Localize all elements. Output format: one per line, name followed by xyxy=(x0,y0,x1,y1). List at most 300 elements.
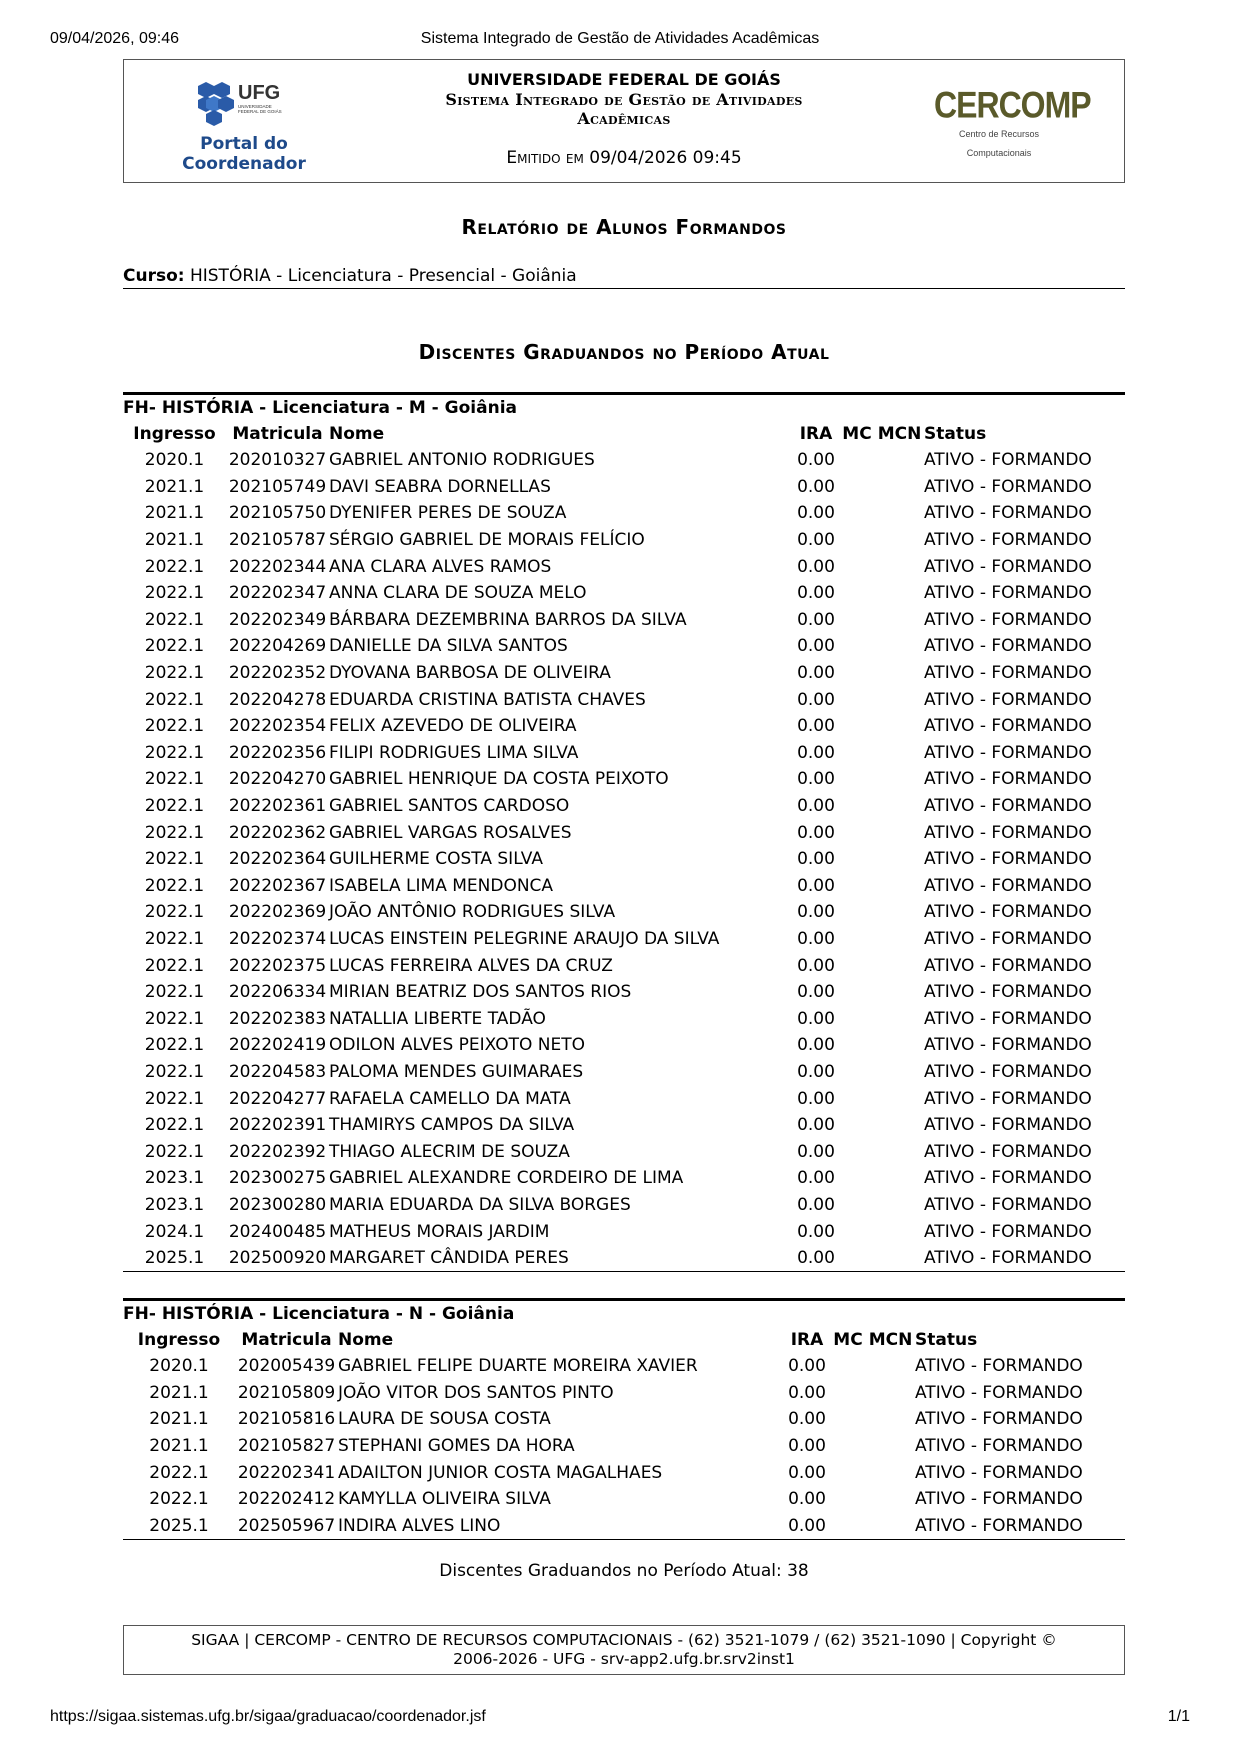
ingresso-cell: 2022.1 xyxy=(144,1008,205,1029)
matricula-cell: 202202419 xyxy=(228,1035,327,1056)
mcn-cell xyxy=(875,580,924,607)
mcn-cell xyxy=(875,474,924,501)
ira-cell: 0.00 xyxy=(797,982,835,1003)
table-row xyxy=(123,926,1125,953)
nome-cell: JOÃO ANTÔNIO RODRIGUES SILVA xyxy=(329,902,616,923)
mc-cell xyxy=(839,607,875,634)
nome-cell: THIAGO ALECRIM DE SOUZA xyxy=(329,1141,570,1162)
ira-cell: 0.00 xyxy=(797,1008,835,1029)
ira-cell: 0.00 xyxy=(797,556,835,577)
nome-cell: FILIPI RODRIGUES LIMA SILVA xyxy=(329,742,579,763)
nome-cell: GABRIEL SANTOS CARDOSO xyxy=(329,796,570,817)
ingresso-cell: 2022.1 xyxy=(144,663,205,684)
matricula-cell: 202202354 xyxy=(228,716,327,737)
print-page-title: Sistema Integrado de Gestão de Atividades Acadêmicas xyxy=(420,30,820,47)
mcn-cell xyxy=(866,1380,915,1407)
ira-cell: 0.00 xyxy=(788,1489,826,1510)
table-row xyxy=(123,1005,1125,1032)
group-bottom-divider xyxy=(123,1271,1125,1272)
mc-cell xyxy=(839,1218,875,1245)
ira-cell: 0.00 xyxy=(797,476,835,497)
ingresso-cell: 2022.1 xyxy=(144,955,205,976)
status-cell: ATIVO - FORMANDO xyxy=(924,1221,1092,1242)
status-cell: ATIVO - FORMANDO xyxy=(924,583,1092,604)
table-row xyxy=(123,819,1125,846)
status-cell: ATIVO - FORMANDO xyxy=(924,1141,1092,1162)
ingresso-cell: 2020.1 xyxy=(149,1356,209,1377)
nome-cell: DYENIFER PERES DE SOUZA xyxy=(329,503,567,524)
ira-cell: 0.00 xyxy=(797,849,835,870)
ingresso-cell: 2024.1 xyxy=(144,1221,205,1242)
ingresso-cell: 2022.1 xyxy=(149,1462,209,1483)
ingresso-cell: 2021.1 xyxy=(144,476,205,497)
ira-cell: 0.00 xyxy=(797,583,835,604)
status-cell: ATIVO - FORMANDO xyxy=(924,1035,1092,1056)
matricula-cell: 202400485 xyxy=(228,1221,327,1242)
mc-cell xyxy=(839,740,875,767)
nome-cell: ODILON ALVES PEIXOTO NETO xyxy=(329,1035,585,1056)
matricula-cell: 202204269 xyxy=(228,636,327,657)
group-matutino xyxy=(123,392,1125,1272)
table-row xyxy=(123,474,1125,501)
table-row xyxy=(123,1433,1125,1460)
table-row xyxy=(123,633,1125,660)
cercomp-logo xyxy=(934,84,1091,160)
matricula-cell: 202202364 xyxy=(228,849,327,870)
mc-cell xyxy=(839,952,875,979)
mcn-cell xyxy=(875,1112,924,1139)
ira-cell: 0.00 xyxy=(797,530,835,551)
ingresso-cell: 2022.1 xyxy=(144,636,205,657)
table-row xyxy=(123,1165,1125,1192)
print-header xyxy=(50,30,1190,54)
portal-coordenador-label xyxy=(154,134,334,174)
mc-cell xyxy=(830,1513,866,1540)
mc-cell xyxy=(839,1192,875,1219)
mcn-cell xyxy=(866,1433,915,1460)
matricula-cell: 202010327 xyxy=(228,450,327,471)
ingresso-cell: 2022.1 xyxy=(144,1141,205,1162)
mcn-cell xyxy=(875,527,924,554)
print-page-number: 1/1 xyxy=(1167,1708,1190,1725)
curso-value: HISTÓRIA - Licenciatura - Presencial - Goiânia xyxy=(189,266,577,286)
table-row xyxy=(123,899,1125,926)
matricula-cell: 202202374 xyxy=(228,928,327,949)
col-nome: Nome xyxy=(329,424,385,444)
mcn-cell xyxy=(875,553,924,580)
matricula-cell: 202202356 xyxy=(228,742,327,763)
status-cell: ATIVO - FORMANDO xyxy=(924,955,1092,976)
matricula-cell: 202505967 xyxy=(237,1515,336,1536)
nome-cell: ANNA CLARA DE SOUZA MELO xyxy=(329,583,587,604)
curso-label: Curso: xyxy=(123,266,185,286)
col-mcn: MCN xyxy=(877,424,922,444)
status-cell: ATIVO - FORMANDO xyxy=(915,1515,1083,1536)
ingresso-cell: 2021.1 xyxy=(144,503,205,524)
col-matricula: Matricula xyxy=(232,424,323,444)
table-row xyxy=(123,1486,1125,1513)
table-row xyxy=(123,500,1125,527)
col-ira: IRA xyxy=(790,1330,824,1350)
matricula-cell: 202300275 xyxy=(228,1168,327,1189)
mcn-cell xyxy=(875,607,924,634)
table-row xyxy=(123,1245,1125,1272)
nome-cell: GUILHERME COSTA SILVA xyxy=(329,849,543,870)
nome-cell: ADAILTON JUNIOR COSTA MAGALHAES xyxy=(338,1462,663,1483)
mc-cell xyxy=(839,660,875,687)
mc-cell xyxy=(830,1459,866,1486)
mcn-cell xyxy=(875,447,924,474)
matricula-cell: 202005439 xyxy=(237,1356,336,1377)
table-row xyxy=(123,1513,1125,1540)
col-nome: Nome xyxy=(338,1330,394,1350)
ira-cell: 0.00 xyxy=(797,769,835,790)
mc-cell xyxy=(839,1112,875,1139)
ira-cell: 0.00 xyxy=(797,450,835,471)
matricula-cell: 202500920 xyxy=(228,1248,327,1269)
mc-cell xyxy=(839,846,875,873)
ira-cell: 0.00 xyxy=(797,1141,835,1162)
status-cell: ATIVO - FORMANDO xyxy=(924,1008,1092,1029)
group-title: FH- HISTÓRIA - Licenciatura - M - Goiânia xyxy=(123,398,517,418)
ira-cell: 0.00 xyxy=(797,503,835,524)
ira-cell: 0.00 xyxy=(797,902,835,923)
table-row xyxy=(123,1085,1125,1112)
status-cell: ATIVO - FORMANDO xyxy=(924,450,1092,471)
status-cell: ATIVO - FORMANDO xyxy=(915,1382,1083,1403)
mc-cell xyxy=(830,1380,866,1407)
ira-cell: 0.00 xyxy=(788,1356,826,1377)
portal-line-2: Coordenador xyxy=(182,154,306,174)
students-table xyxy=(123,1327,1125,1539)
mcn-cell xyxy=(875,633,924,660)
mcn-cell xyxy=(875,766,924,793)
matricula-cell: 202105816 xyxy=(237,1409,336,1430)
status-cell: ATIVO - FORMANDO xyxy=(915,1489,1083,1510)
table-row xyxy=(123,952,1125,979)
mc-cell xyxy=(830,1353,866,1380)
mcn-cell xyxy=(866,1486,915,1513)
matricula-cell: 202202412 xyxy=(237,1489,336,1510)
col-status: Status xyxy=(924,424,987,444)
ingresso-cell: 2023.1 xyxy=(144,1194,205,1215)
status-cell: ATIVO - FORMANDO xyxy=(924,530,1092,551)
university-name: UNIVERSIDADE FEDERAL DE GOIÁS xyxy=(467,70,781,89)
status-cell: ATIVO - FORMANDO xyxy=(924,1061,1092,1082)
table-row xyxy=(123,766,1125,793)
ingresso-cell: 2022.1 xyxy=(144,822,205,843)
status-cell: ATIVO - FORMANDO xyxy=(924,796,1092,817)
matricula-cell: 202202369 xyxy=(228,902,327,923)
table-row xyxy=(123,979,1125,1006)
status-cell: ATIVO - FORMANDO xyxy=(924,716,1092,737)
col-mc: MC xyxy=(833,1330,863,1350)
print-footer xyxy=(50,1708,1190,1732)
table-row xyxy=(123,527,1125,554)
status-cell: ATIVO - FORMANDO xyxy=(924,769,1092,790)
mc-cell xyxy=(839,633,875,660)
nome-cell: MIRIAN BEATRIZ DOS SANTOS RIOS xyxy=(329,982,632,1003)
ingresso-cell: 2022.1 xyxy=(144,742,205,763)
mc-cell xyxy=(839,1085,875,1112)
mc-cell xyxy=(839,447,875,474)
ira-cell: 0.00 xyxy=(788,1462,826,1483)
status-cell: ATIVO - FORMANDO xyxy=(924,476,1092,497)
ira-cell: 0.00 xyxy=(797,609,835,630)
ingresso-cell: 2022.1 xyxy=(144,609,205,630)
mcn-cell xyxy=(875,713,924,740)
table-row xyxy=(123,873,1125,900)
matricula-cell: 202105827 xyxy=(237,1436,336,1457)
ira-cell: 0.00 xyxy=(788,1382,826,1403)
mcn-cell xyxy=(875,1218,924,1245)
status-cell: ATIVO - FORMANDO xyxy=(924,1115,1092,1136)
mc-cell xyxy=(839,899,875,926)
status-cell: ATIVO - FORMANDO xyxy=(924,503,1092,524)
report-title: Relatório de Alunos Formandos xyxy=(461,215,787,239)
table-row xyxy=(123,1459,1125,1486)
emitted-date: Emitido em 09/04/2026 09:45 xyxy=(506,148,742,168)
mcn-cell xyxy=(875,1059,924,1086)
nome-cell: GABRIEL FELIPE DUARTE MOREIRA XAVIER xyxy=(338,1356,698,1377)
ingresso-cell: 2022.1 xyxy=(144,583,205,604)
table-row xyxy=(123,686,1125,713)
mcn-cell xyxy=(866,1513,915,1540)
col-ira: IRA xyxy=(799,424,833,444)
print-url: https://sigaa.sistemas.ufg.br/sigaa/graduacao/coordenador.jsf xyxy=(50,1708,486,1725)
matricula-cell: 202202347 xyxy=(228,583,327,604)
mc-cell xyxy=(839,1059,875,1086)
table-row xyxy=(123,1406,1125,1433)
nome-cell: ISABELA LIMA MENDONCA xyxy=(329,875,554,896)
mc-cell xyxy=(830,1433,866,1460)
mc-cell xyxy=(839,873,875,900)
nome-cell: RAFAELA CAMELLO DA MATA xyxy=(329,1088,571,1109)
ingresso-cell: 2021.1 xyxy=(149,1436,209,1457)
ira-cell: 0.00 xyxy=(788,1515,826,1536)
matricula-cell: 202202341 xyxy=(237,1462,336,1483)
status-cell: ATIVO - FORMANDO xyxy=(924,556,1092,577)
ingresso-cell: 2022.1 xyxy=(144,1035,205,1056)
ingresso-cell: 2022.1 xyxy=(144,982,205,1003)
ira-cell: 0.00 xyxy=(797,928,835,949)
matricula-cell: 202202375 xyxy=(228,955,327,976)
mcn-cell xyxy=(875,952,924,979)
table-row xyxy=(123,846,1125,873)
nome-cell: THAMIRYS CAMPOS DA SILVA xyxy=(329,1115,575,1136)
mc-cell xyxy=(830,1406,866,1433)
status-cell: ATIVO - FORMANDO xyxy=(924,689,1092,710)
mc-cell xyxy=(839,553,875,580)
ira-cell: 0.00 xyxy=(797,742,835,763)
ira-cell: 0.00 xyxy=(797,1248,835,1269)
table-row xyxy=(123,1138,1125,1165)
matricula-cell: 202105787 xyxy=(228,530,327,551)
mc-cell xyxy=(839,1005,875,1032)
mcn-cell xyxy=(875,873,924,900)
status-cell: ATIVO - FORMANDO xyxy=(924,636,1092,657)
nome-cell: STEPHANI GOMES DA HORA xyxy=(338,1436,575,1457)
col-ingresso: Ingresso xyxy=(133,424,216,444)
mc-cell xyxy=(839,1032,875,1059)
mc-cell xyxy=(839,926,875,953)
matricula-cell: 202202361 xyxy=(228,796,327,817)
ingresso-cell: 2021.1 xyxy=(149,1382,209,1403)
mc-cell xyxy=(839,766,875,793)
section-title: Discentes Graduandos no Período Atual xyxy=(418,340,830,364)
ira-cell: 0.00 xyxy=(797,1115,835,1136)
ingresso-cell: 2022.1 xyxy=(144,716,205,737)
ingresso-cell: 2025.1 xyxy=(149,1515,209,1536)
nome-cell: INDIRA ALVES LINO xyxy=(338,1515,501,1536)
table-row xyxy=(123,607,1125,634)
table-row xyxy=(123,1192,1125,1219)
table-row xyxy=(123,660,1125,687)
matricula-cell: 202105749 xyxy=(228,476,327,497)
mcn-cell xyxy=(875,1032,924,1059)
mcn-cell xyxy=(875,1165,924,1192)
col-mcn: MCN xyxy=(868,1330,913,1350)
mcn-cell xyxy=(875,686,924,713)
nome-cell: DAVI SEABRA DORNELLAS xyxy=(329,476,551,497)
table-row xyxy=(123,1032,1125,1059)
status-cell: ATIVO - FORMANDO xyxy=(924,822,1092,843)
cercomp-logo-text: CERCOMP xyxy=(934,84,1091,126)
matricula-cell: 202105809 xyxy=(237,1382,336,1403)
table-row xyxy=(123,1112,1125,1139)
status-cell: ATIVO - FORMANDO xyxy=(924,902,1092,923)
nome-cell: LUCAS EINSTEIN PELEGRINE ARAUJO DA SILVA xyxy=(329,928,720,949)
mc-cell xyxy=(839,474,875,501)
print-timestamp: 09/04/2026, 09:46 xyxy=(50,30,180,47)
ingresso-cell: 2022.1 xyxy=(144,1088,205,1109)
status-cell: ATIVO - FORMANDO xyxy=(924,1248,1092,1269)
ingresso-cell: 2025.1 xyxy=(144,1248,205,1269)
col-matricula: Matricula xyxy=(241,1330,332,1350)
mcn-cell xyxy=(866,1353,915,1380)
ingresso-cell: 2022.1 xyxy=(149,1489,209,1510)
status-cell: ATIVO - FORMANDO xyxy=(924,609,1092,630)
mcn-cell xyxy=(875,1192,924,1219)
group-title: FH- HISTÓRIA - Licenciatura - N - Goiânia xyxy=(123,1304,515,1324)
mc-cell xyxy=(839,819,875,846)
report-header xyxy=(123,59,1125,183)
mc-cell xyxy=(839,500,875,527)
nome-cell: MARIA EDUARDA DA SILVA BORGES xyxy=(329,1194,631,1215)
ira-cell: 0.00 xyxy=(797,796,835,817)
ingresso-cell: 2022.1 xyxy=(144,769,205,790)
mc-cell xyxy=(839,713,875,740)
matricula-cell: 202202352 xyxy=(228,663,327,684)
ufg-logo-text: UFG xyxy=(238,82,281,104)
table-row xyxy=(123,1353,1125,1380)
mcn-cell xyxy=(875,846,924,873)
mcn-cell xyxy=(875,500,924,527)
ingresso-cell: 2021.1 xyxy=(144,530,205,551)
status-cell: ATIVO - FORMANDO xyxy=(924,849,1092,870)
portal-line-1: Portal do xyxy=(200,134,288,154)
col-status: Status xyxy=(915,1330,978,1350)
ingresso-cell: 2022.1 xyxy=(144,875,205,896)
mc-cell xyxy=(839,1245,875,1272)
ira-cell: 0.00 xyxy=(797,1035,835,1056)
mc-cell xyxy=(839,1138,875,1165)
table-row xyxy=(123,1218,1125,1245)
ira-cell: 0.00 xyxy=(797,955,835,976)
nome-cell: DYOVANA BARBOSA DE OLIVEIRA xyxy=(329,663,611,684)
col-mc: MC xyxy=(842,424,872,444)
mc-cell xyxy=(830,1486,866,1513)
table-row xyxy=(123,793,1125,820)
ira-cell: 0.00 xyxy=(797,1061,835,1082)
table-row xyxy=(123,447,1125,474)
nome-cell: MATHEUS MORAIS JARDIM xyxy=(329,1221,550,1242)
mcn-cell xyxy=(875,899,924,926)
status-cell: ATIVO - FORMANDO xyxy=(924,663,1092,684)
ingresso-cell: 2023.1 xyxy=(144,1168,205,1189)
group-bottom-divider xyxy=(123,1539,1125,1540)
curso-line xyxy=(123,266,1125,289)
col-ingresso: Ingresso xyxy=(137,1330,221,1350)
matricula-cell: 202206334 xyxy=(228,982,327,1003)
status-cell: ATIVO - FORMANDO xyxy=(924,742,1092,763)
nome-cell: LAURA DE SOUSA COSTA xyxy=(338,1409,551,1430)
ingresso-cell: 2020.1 xyxy=(144,450,205,471)
ira-cell: 0.00 xyxy=(797,689,835,710)
status-cell: ATIVO - FORMANDO xyxy=(924,1168,1092,1189)
total-count: Discentes Graduandos no Período Atual: 38 xyxy=(439,1561,809,1581)
ira-cell: 0.00 xyxy=(797,1221,835,1242)
ingresso-cell: 2022.1 xyxy=(144,689,205,710)
ira-cell: 0.00 xyxy=(797,875,835,896)
mcn-cell xyxy=(866,1459,915,1486)
nome-cell: KAMYLLA OLIVEIRA SILVA xyxy=(338,1489,551,1510)
status-cell: ATIVO - FORMANDO xyxy=(915,1436,1083,1457)
mcn-cell xyxy=(875,1005,924,1032)
matricula-cell: 202202392 xyxy=(228,1141,327,1162)
nome-cell: GABRIEL HENRIQUE DA COSTA PEIXOTO xyxy=(329,769,669,790)
ingresso-cell: 2022.1 xyxy=(144,902,205,923)
mcn-cell xyxy=(875,1138,924,1165)
matricula-cell: 202204583 xyxy=(228,1061,327,1082)
system-name-line-2: Acadêmicas xyxy=(577,109,671,128)
ufg-logo xyxy=(194,80,294,128)
table-row xyxy=(123,1380,1125,1407)
table-row xyxy=(123,713,1125,740)
nome-cell: GABRIEL ALEXANDRE CORDEIRO DE LIMA xyxy=(329,1168,684,1189)
nome-cell: FELIX AZEVEDO DE OLIVEIRA xyxy=(329,716,577,737)
header-center xyxy=(394,70,854,168)
ira-cell: 0.00 xyxy=(797,636,835,657)
matricula-cell: 202202349 xyxy=(228,609,327,630)
matricula-cell: 202202383 xyxy=(228,1008,327,1029)
mc-cell xyxy=(839,686,875,713)
ira-cell: 0.00 xyxy=(797,1088,835,1109)
nome-cell: NATALLIA LIBERTE TADÃO xyxy=(329,1008,546,1029)
ira-cell: 0.00 xyxy=(788,1436,826,1457)
matricula-cell: 202105750 xyxy=(228,503,327,524)
ingresso-cell: 2021.1 xyxy=(149,1409,209,1430)
nome-cell: DANIELLE DA SILVA SANTOS xyxy=(329,636,568,657)
mcn-cell xyxy=(875,793,924,820)
mcn-cell xyxy=(875,819,924,846)
ingresso-cell: 2022.1 xyxy=(144,928,205,949)
group-noturno xyxy=(123,1298,1125,1540)
mc-cell xyxy=(839,580,875,607)
ingresso-cell: 2022.1 xyxy=(144,1061,205,1082)
nome-cell: GABRIEL ANTONIO RODRIGUES xyxy=(329,450,595,471)
mc-cell xyxy=(839,979,875,1006)
